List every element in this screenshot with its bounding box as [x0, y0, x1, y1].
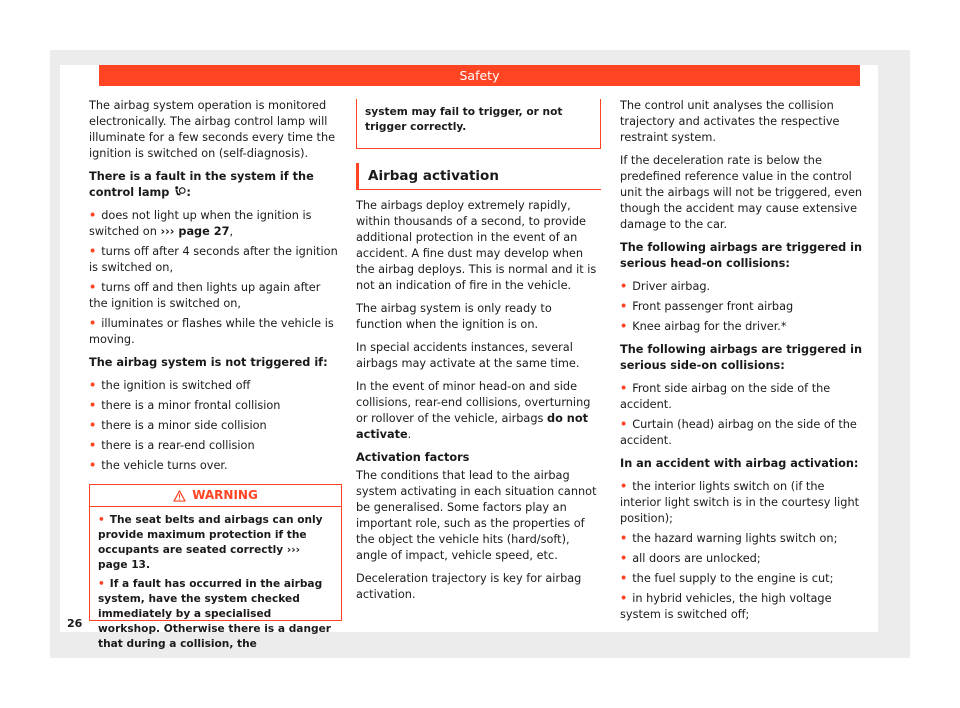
column-2: [356, 198, 601, 610]
list-item: • Front passenger front airbag: [620, 300, 794, 313]
section-header: Safety: [99, 65, 860, 86]
headon-list: [620, 279, 863, 335]
bullet-dot-icon: •: [620, 300, 628, 313]
paragraph: Deceleration trajectory is key for airbag activation.: [356, 572, 582, 601]
list-item: • the ignition is switched off: [89, 379, 251, 392]
column-1: [89, 98, 341, 478]
list-item: • there is a minor side collision: [89, 419, 267, 432]
warning-continuation: system may fail to trigger, or not trigger correctly.: [356, 99, 601, 149]
not-triggered-heading: The airbag system is not triggered if:: [89, 356, 328, 369]
page-reference-link[interactable]: ››› page 13: [98, 544, 301, 571]
list-item: • there is a rear-end collision: [89, 439, 255, 452]
bullet-dot-icon: •: [89, 209, 97, 222]
activation-list: [620, 479, 863, 623]
list-item: • in hybrid vehicles, the high voltage system is switched off;: [620, 592, 832, 621]
list-item: • turns off after 4 seconds after the ignition is switched on,: [89, 245, 338, 274]
list-item: • The seat belts and airbags can only provide maximum protection if the occupants are seated correctly ››› page 13.: [98, 514, 323, 571]
list-item: • the hazard warning lights switch on;: [620, 532, 838, 545]
paragraph: In special accidents instances, several airbags may activate at the same time.: [356, 341, 580, 370]
side-list: [620, 381, 863, 449]
fault-heading: There is a fault in the system if the control lamp :: [89, 170, 314, 199]
bullet-dot-icon: •: [98, 514, 105, 526]
bullet-dot-icon: •: [620, 280, 628, 293]
headon-heading: The following airbags are triggered in serious head-on collisions:: [620, 241, 863, 270]
warning-header: [90, 485, 341, 507]
list-item: • the interior lights switch on (if the interior light switch is in the courtesy light position);: [620, 480, 860, 525]
list-item: • the vehicle turns over.: [89, 459, 228, 472]
paragraph: In the event of minor head-on and side collisions, rear-end collisions, overturning or rollover of the vehicle, airbags do not activate.: [356, 380, 591, 441]
warning-body: [90, 507, 341, 652]
bullet-dot-icon: •: [89, 317, 97, 330]
activation-heading: In an accident with airbag activation:: [620, 457, 859, 470]
list-item: • If a fault has occurred in the airbag system, have the system checked immediately by a specialised workshop. Otherwise there is a danger that during a collision, the: [98, 578, 331, 650]
list-item: • Curtain (head) airbag on the side of the accident.: [620, 418, 857, 447]
factors-heading: Activation factors: [356, 451, 470, 464]
list-item: • Driver airbag.: [620, 280, 711, 293]
bullet-dot-icon: •: [98, 578, 105, 590]
page-reference-link[interactable]: ››› page 27: [160, 225, 230, 238]
list-item: • Knee airbag for the driver.*: [620, 320, 787, 333]
airbag-lamp-icon: [173, 185, 186, 198]
list-item: • turns off and then lights up again after the ignition is switched on,: [89, 281, 321, 310]
list-item: • illuminates or flashes while the vehicle is moving.: [89, 317, 334, 346]
warning-box: [89, 484, 342, 650]
column-3: [620, 98, 863, 627]
list-item: • does not light up when the ignition is switched on ››› page 27,: [89, 209, 312, 238]
bullet-dot-icon: •: [620, 320, 628, 333]
bullet-dot-icon: •: [89, 281, 97, 294]
page-number: 26: [67, 617, 83, 630]
bullet-dot-icon: •: [89, 419, 97, 432]
bullet-dot-icon: •: [620, 532, 628, 545]
bullet-dot-icon: •: [620, 382, 628, 395]
intro-paragraph: The airbag system operation is monitored electronically. The airbag control lamp will illuminate for a few seconds every time the ignition is switched on (self-diagnosis).: [89, 99, 336, 160]
fault-list: [89, 208, 341, 348]
bullet-dot-icon: •: [89, 439, 97, 452]
paragraph: The control unit analyses the collision trajectory and activates the respective restraint system.: [620, 99, 840, 144]
bullet-dot-icon: •: [620, 552, 628, 565]
section-title: Airbag activation: [356, 163, 601, 190]
paragraph: The conditions that lead to the airbag system activating in each situation cannot be generalised. Some factors play an important role, such as the properties of the object the vehicle hits (hard/soft), angle of impact, vehicle speed, etc.: [356, 469, 597, 562]
warning-triangle-icon: [173, 490, 186, 502]
list-item: • Front side airbag on the side of the accident.: [620, 382, 831, 411]
paragraph: If the deceleration rate is below the predefined reference value in the control unit the airbags will not be triggered, even though the accident may cause extensive damage to the car.: [620, 154, 863, 231]
bullet-dot-icon: •: [89, 459, 97, 472]
bullet-dot-icon: •: [620, 418, 628, 431]
paragraph: The airbags deploy extremely rapidly, within thousands of a second, to provide additional protection in the event of an accident. A fine dust may develop when the airbag deploys. This is normal and it is not an indication of fire in the vehicle.: [356, 199, 597, 292]
bullet-dot-icon: •: [620, 572, 628, 585]
warning-title: WARNING: [192, 488, 258, 502]
bullet-dot-icon: •: [620, 592, 628, 605]
bullet-dot-icon: •: [620, 480, 628, 493]
list-item: • there is a minor frontal collision: [89, 399, 281, 412]
paragraph: The airbag system is only ready to function when the ignition is on.: [356, 302, 552, 331]
side-heading: The following airbags are triggered in serious side-on collisions:: [620, 343, 863, 372]
not-triggered-list: [89, 378, 341, 474]
bullet-dot-icon: •: [89, 245, 97, 258]
list-item: • the fuel supply to the engine is cut;: [620, 572, 834, 585]
bullet-dot-icon: •: [89, 379, 97, 392]
list-item: • all doors are unlocked;: [620, 552, 761, 565]
bullet-dot-icon: •: [89, 399, 97, 412]
